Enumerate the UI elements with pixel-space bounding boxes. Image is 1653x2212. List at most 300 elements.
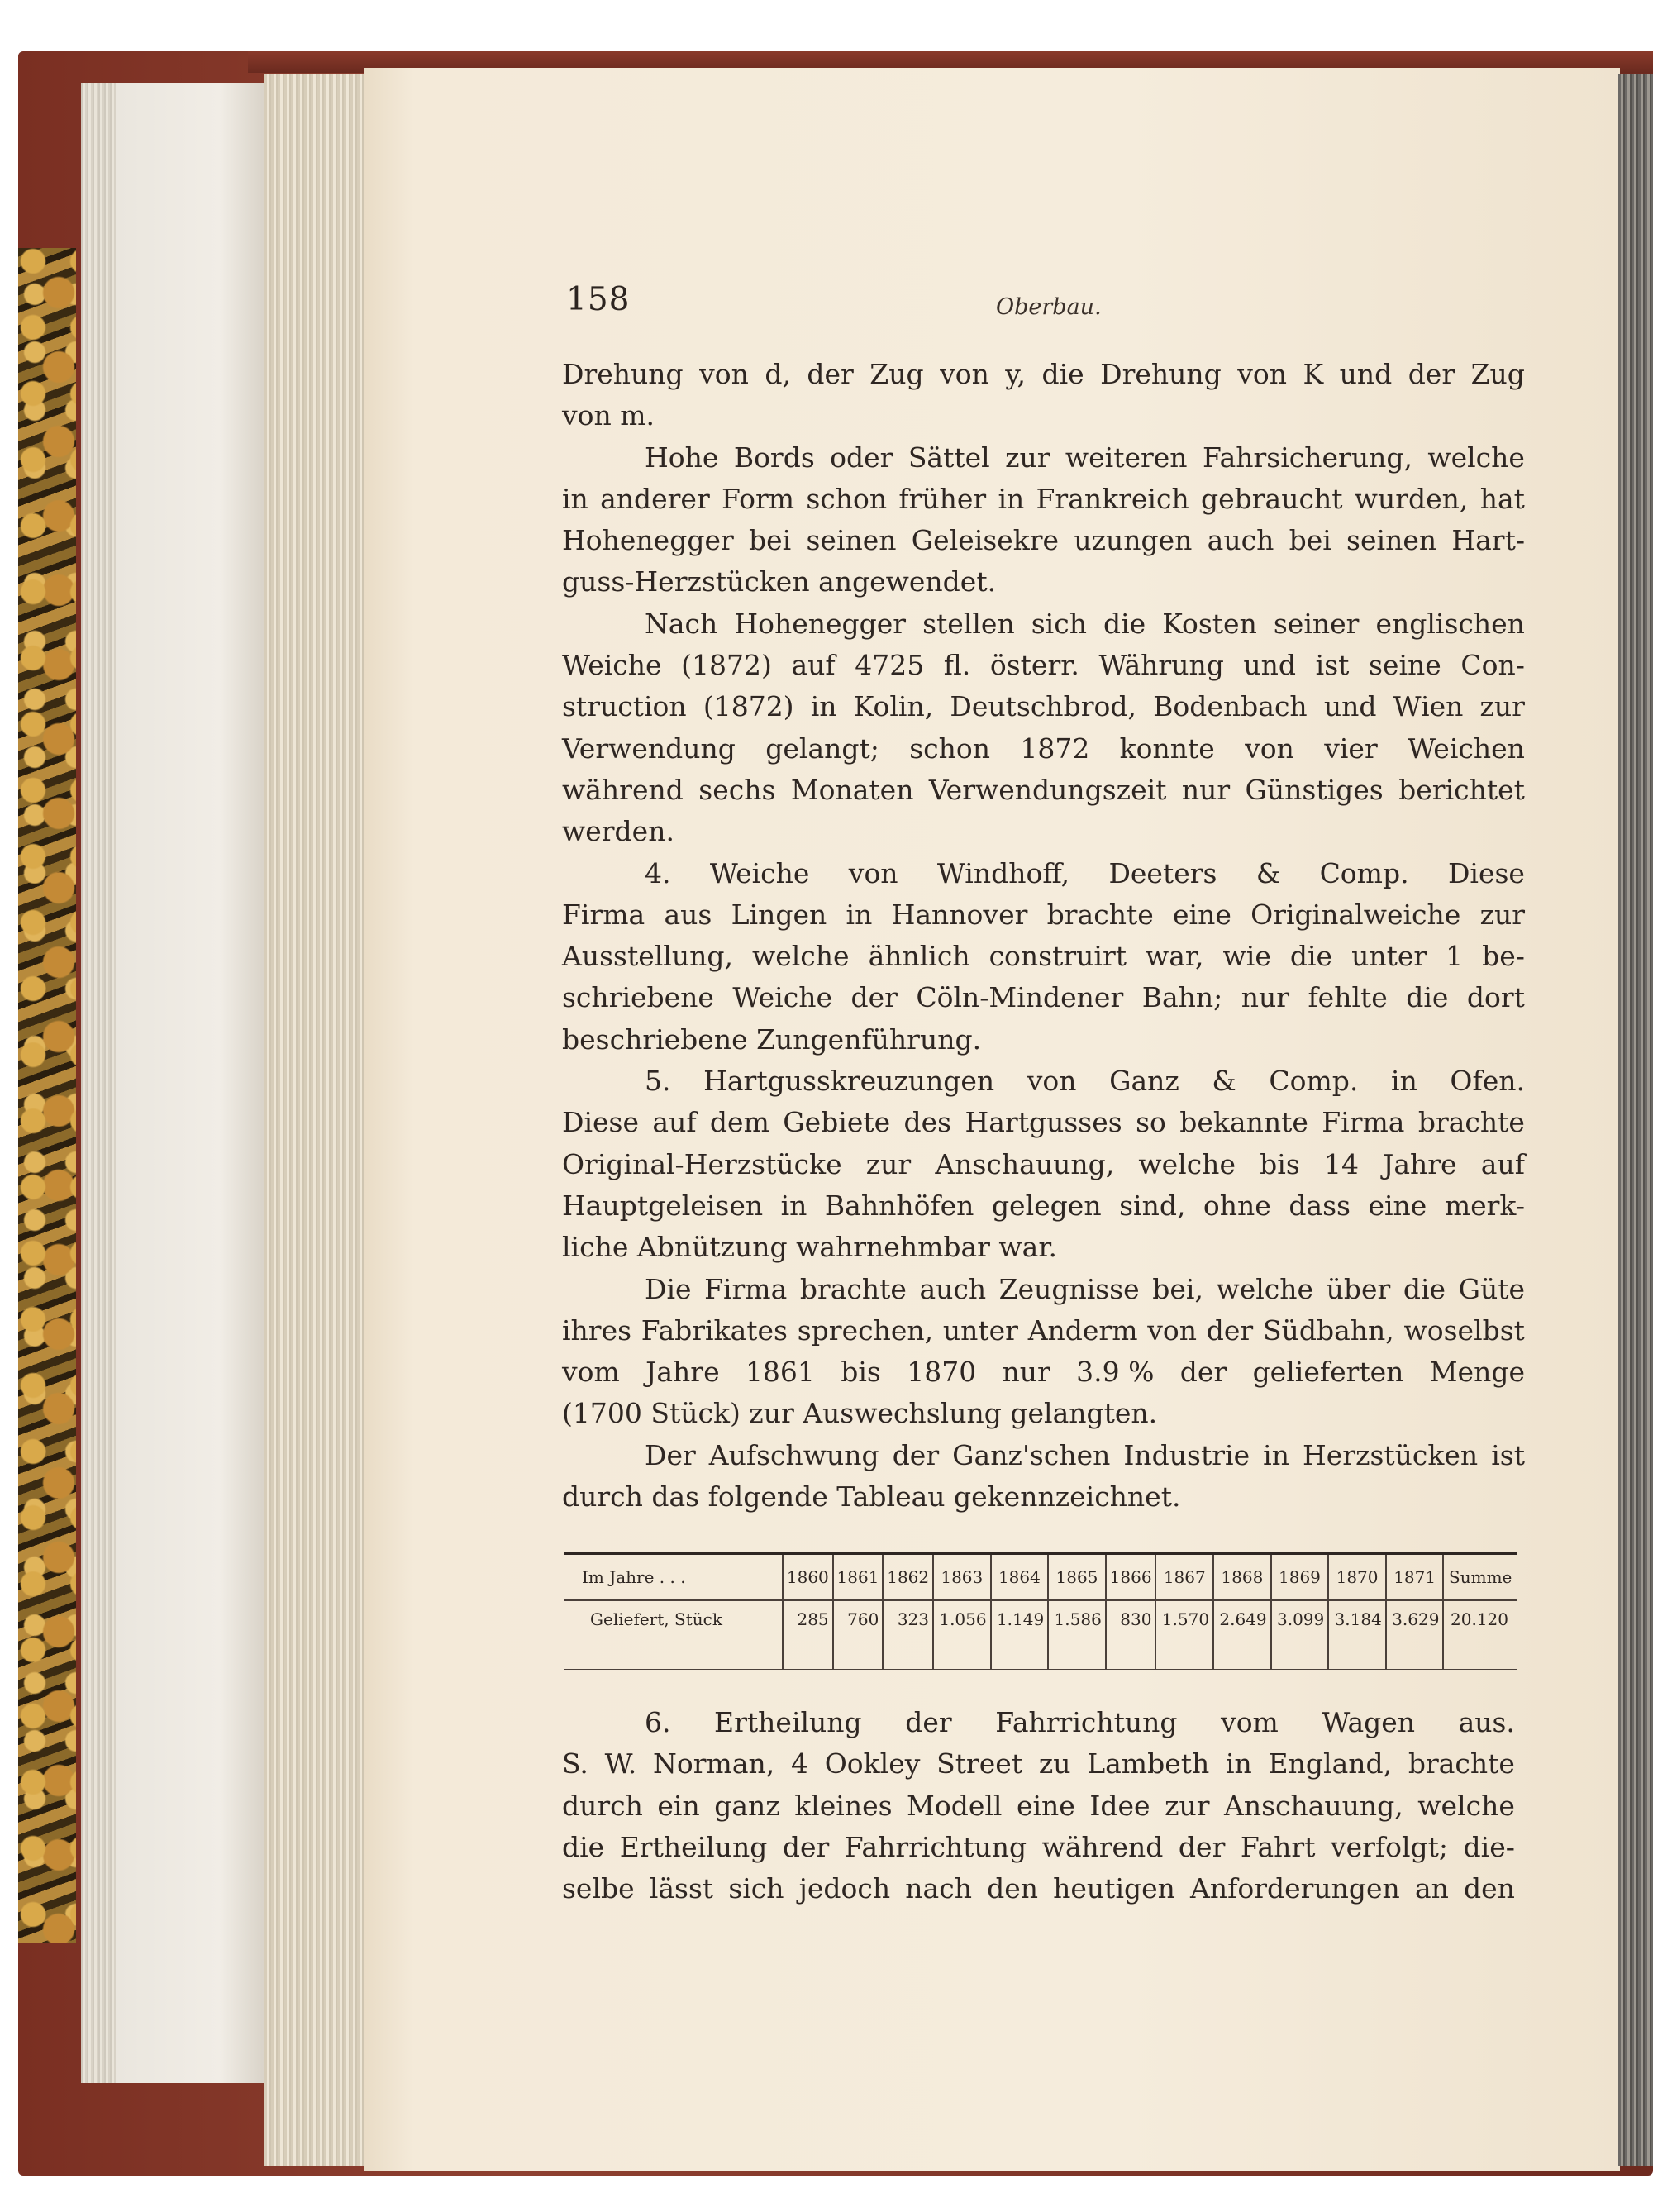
page-number: 158: [566, 281, 631, 318]
word: eine: [1016, 1789, 1075, 1822]
text-line: [562, 1061, 1525, 1102]
word: Jahre: [1383, 1147, 1457, 1180]
word: eine: [1173, 898, 1231, 931]
word: selbe: [562, 1872, 635, 1905]
word: auch: [1207, 524, 1274, 557]
word: die: [1289, 940, 1333, 973]
year-cell: 1861: [833, 1555, 884, 1600]
word: an: [1414, 1872, 1449, 1905]
word: in: [1391, 1065, 1417, 1098]
word: von: [1237, 358, 1288, 390]
word: wie: [1222, 940, 1271, 973]
word: dort: [1466, 981, 1525, 1014]
word: von: [699, 358, 749, 390]
word: auch: [919, 1272, 987, 1305]
year-cell: 1868: [1213, 1555, 1271, 1600]
sum-header-cell: Summe: [1443, 1555, 1517, 1600]
word: Aufschwung: [708, 1438, 879, 1471]
table-row-delivered: [564, 1600, 1517, 1669]
word: der: [1178, 1830, 1226, 1863]
value-cell: 323: [883, 1600, 933, 1669]
word: die: [1403, 1272, 1446, 1305]
table-row-label: Geliefert, Stück: [590, 1609, 722, 1629]
value-cell: 3.099: [1271, 1600, 1329, 1669]
word: Hartgusses: [965, 1106, 1122, 1139]
year-cell: 1870: [1328, 1555, 1386, 1600]
word: fehlte: [1308, 981, 1388, 1014]
word: ähnlich: [868, 940, 970, 973]
word: Monaten: [790, 773, 914, 806]
word: der: [1179, 1356, 1227, 1389]
word: y,: [1005, 358, 1027, 390]
word: aus: [664, 898, 712, 931]
word: Herzstücken: [1303, 1438, 1479, 1471]
word: Hartgusskreuzungen: [703, 1065, 995, 1098]
page-gutter: [264, 74, 364, 2166]
word: Weiche: [732, 981, 832, 1014]
word: in: [846, 898, 873, 931]
word: Norman,: [653, 1747, 775, 1781]
word: den: [1464, 1872, 1515, 1905]
word: bei: [1289, 524, 1331, 557]
word: Bahnhöfen: [824, 1189, 974, 1222]
word: bis: [1260, 1147, 1300, 1180]
word: fl.: [943, 649, 971, 682]
value-cell: 285: [783, 1600, 833, 1669]
text-line: werden.: [562, 815, 674, 848]
word: zur: [865, 1147, 912, 1180]
word: der: [807, 358, 854, 390]
table-row-label: Im Jahre . . .: [564, 1555, 783, 1600]
word: Idee: [1089, 1789, 1150, 1822]
year-cell: 1869: [1271, 1555, 1329, 1600]
word: Zug: [1470, 358, 1525, 390]
word: brachte: [1408, 1747, 1515, 1781]
word: Con-: [1460, 649, 1525, 682]
word: Anderm: [1027, 1313, 1138, 1347]
paragraph: [562, 1435, 1525, 1518]
word: Ganz: [1109, 1065, 1179, 1098]
word: war,: [1145, 940, 1204, 973]
word: Verwendungszeit: [928, 773, 1167, 806]
word: Form: [722, 482, 795, 515]
body-text-top: [562, 354, 1525, 1518]
word: Windhoff,: [936, 856, 1070, 889]
word: 1872: [1020, 732, 1090, 765]
value-cell: 1.586: [1048, 1600, 1106, 1669]
word: gelegen: [991, 1189, 1102, 1222]
word: heutigen: [1053, 1872, 1175, 1905]
word: Comp.: [1269, 1065, 1359, 1098]
paragraph: [562, 1269, 1525, 1435]
word: Ganz'schen: [952, 1438, 1111, 1471]
year-cell: 1865: [1048, 1555, 1106, 1600]
text-line: [562, 1785, 1515, 1827]
word: Hauptgeleisen: [562, 1189, 764, 1222]
text-line: [562, 977, 1525, 1018]
word: der: [892, 1438, 940, 1471]
paragraph: [562, 1061, 1525, 1268]
text-line: [562, 1269, 1525, 1310]
text-line: [562, 1827, 1515, 1868]
year-cell: 1866: [1106, 1555, 1156, 1600]
word: gelieferten: [1252, 1356, 1404, 1389]
word: Street: [936, 1747, 1023, 1781]
text-line: (1700 Stück) zur Auswechslung gelangten.: [562, 1397, 1158, 1430]
word: der: [905, 1706, 952, 1738]
word: Anschauung,: [1223, 1789, 1403, 1822]
word: über: [1326, 1272, 1391, 1305]
right-page-edge: [1618, 74, 1653, 2166]
word: oder: [830, 441, 893, 474]
text-line: [562, 1743, 1515, 1785]
year-cell: 1863: [933, 1555, 991, 1600]
word: Ausstellung,: [562, 940, 733, 973]
paragraph: [562, 1702, 1515, 1909]
word: 1: [1446, 940, 1464, 973]
word: welche: [1216, 1272, 1314, 1305]
text-line: [562, 1352, 1525, 1393]
table-row-years: [564, 1555, 1517, 1600]
text-line: [562, 437, 1525, 479]
word: jedoch: [798, 1872, 891, 1905]
word: vier: [1324, 732, 1378, 765]
word: von: [1027, 1065, 1077, 1098]
word: Jahre: [645, 1356, 720, 1389]
word: und: [1339, 358, 1393, 390]
word: der: [1408, 358, 1455, 390]
word: Firma: [562, 898, 645, 931]
word: Fahrsicherung,: [1202, 441, 1412, 474]
text-line: [562, 770, 1525, 811]
body-text-bottom: [562, 1702, 1515, 1909]
word: ein: [657, 1789, 700, 1822]
word: in: [810, 690, 837, 723]
word: 4725: [855, 649, 925, 682]
word: während: [1041, 1830, 1164, 1863]
word: welche: [1138, 1147, 1236, 1180]
word: Modell: [907, 1789, 1003, 1822]
text-line: [562, 853, 1525, 894]
word: von: [848, 856, 898, 889]
text-line: [562, 1310, 1525, 1352]
word: zur: [1165, 1789, 1210, 1822]
word: Kolin,: [853, 690, 934, 723]
text-line: [562, 520, 1525, 561]
word: Diese: [1447, 856, 1525, 889]
word: aus.: [1458, 1706, 1515, 1738]
word: Der: [645, 1438, 696, 1471]
word: Zeugnisse: [998, 1272, 1140, 1305]
text-line: durch das folgende Tableau gekennzeichnet.: [562, 1480, 1181, 1514]
word: zur: [1479, 898, 1525, 931]
word: nur: [1241, 981, 1289, 1014]
word: brachte: [1417, 1106, 1525, 1139]
word: welche: [751, 940, 850, 973]
word: Hohenegger: [562, 524, 734, 557]
word: Hohe: [645, 441, 719, 474]
year-cell: 1871: [1386, 1555, 1444, 1600]
text-line: [562, 1102, 1525, 1143]
word: zur: [1479, 690, 1525, 723]
word: der: [1206, 1313, 1254, 1347]
value-cell: 3.629: [1386, 1600, 1444, 1669]
word: 1870: [907, 1356, 977, 1389]
word: schriebene: [562, 981, 714, 1014]
word: stellen: [922, 607, 1015, 640]
word: schon: [909, 732, 990, 765]
word: die-: [1463, 1830, 1515, 1863]
word: Firma: [704, 1272, 788, 1305]
text-line: [562, 686, 1525, 727]
word: Deutschbrod,: [950, 690, 1136, 723]
word: Ofen.: [1450, 1065, 1525, 1098]
text-line: liche Abnützung wahrnehmbar war.: [562, 1231, 1057, 1264]
word: hat: [1479, 482, 1525, 515]
word: zur: [1005, 441, 1050, 474]
word: (1872): [681, 649, 772, 682]
word: dass: [1289, 1189, 1351, 1222]
word: in: [562, 482, 588, 515]
text-line: von m.: [562, 399, 655, 432]
delivery-table: [564, 1552, 1517, 1670]
text-line: [562, 936, 1525, 977]
word: Zug: [869, 358, 924, 390]
word: Bodenbach: [1153, 690, 1308, 723]
word: in: [780, 1189, 807, 1222]
word: ist: [1315, 649, 1350, 682]
word: Ookley: [824, 1747, 921, 1781]
word: gelangt;: [765, 732, 879, 765]
sum-value-cell: 20.120: [1443, 1600, 1517, 1669]
marbled-page-edge: [18, 248, 76, 1943]
text-line: [562, 354, 1525, 395]
word: Güte: [1458, 1272, 1525, 1305]
word: Weichen: [1408, 732, 1525, 765]
text-line: beschriebene Zungenführung.: [562, 1023, 982, 1056]
word: vom: [1221, 1706, 1279, 1738]
word: ganz: [714, 1789, 780, 1822]
word: Fahrrichtung: [995, 1706, 1178, 1738]
word: von: [940, 358, 989, 390]
word: eine: [1368, 1189, 1427, 1222]
word: so: [1136, 1106, 1166, 1139]
word: merk-: [1444, 1189, 1525, 1222]
word: ist: [1491, 1438, 1525, 1471]
word: von: [1245, 732, 1294, 765]
word: 1861: [745, 1356, 815, 1389]
word: seinen: [806, 524, 897, 557]
value-cell: 1.149: [991, 1600, 1049, 1669]
word: Ertheilung: [714, 1706, 862, 1738]
word: verfolgt;: [1330, 1830, 1449, 1863]
word: Geleisekre: [911, 524, 1060, 557]
word: sind,: [1119, 1189, 1186, 1222]
word: die: [562, 1830, 605, 1863]
word: in: [1263, 1438, 1289, 1471]
word: Günstiges: [1245, 773, 1384, 806]
word: Bords: [733, 441, 815, 474]
word: Lambeth: [1087, 1747, 1210, 1781]
word: construirt: [988, 940, 1127, 973]
word: Verwendung: [562, 732, 736, 765]
word: Hart-: [1451, 524, 1525, 557]
word: gebraucht: [1201, 482, 1343, 515]
text-line: [562, 894, 1525, 936]
word: 6.: [645, 1706, 671, 1738]
year-cell: 1867: [1155, 1555, 1213, 1600]
word: Firma: [1322, 1106, 1405, 1139]
word: nur: [1002, 1356, 1050, 1389]
text-line: [562, 1868, 1515, 1909]
word: Kosten: [1162, 607, 1257, 640]
word: die: [1103, 607, 1146, 640]
year-cell: 1860: [783, 1555, 833, 1600]
word: Fahrt: [1240, 1830, 1316, 1863]
word: unter: [1351, 940, 1427, 973]
text-line: [562, 603, 1525, 645]
word: seinen: [1346, 524, 1437, 557]
word: Gebiete: [783, 1106, 891, 1139]
word: Original-Herzstücke: [562, 1147, 842, 1180]
word: bei: [749, 524, 792, 557]
value-cell: 2.649: [1213, 1600, 1271, 1669]
word: Anschauung,: [935, 1147, 1115, 1180]
word: Sättel: [907, 441, 990, 474]
word: Wien: [1393, 690, 1464, 723]
word: Weiche: [709, 856, 810, 889]
word: Deeters: [1108, 856, 1217, 889]
word: kleines: [794, 1789, 893, 1822]
word: auf: [791, 649, 836, 682]
word: &: [1255, 856, 1281, 889]
paragraph: [562, 853, 1525, 1061]
word: 4: [791, 1747, 808, 1781]
word: in: [998, 482, 1025, 515]
running-head: Oberbau.: [996, 294, 1102, 320]
word: Hannover: [891, 898, 1028, 931]
word: Fabrikates: [641, 1313, 788, 1347]
word: Drehung: [562, 358, 684, 390]
word: und: [1323, 690, 1377, 723]
word: österr.: [989, 649, 1079, 682]
word: seine: [1368, 649, 1441, 682]
word: während: [562, 773, 684, 806]
word: der: [782, 1830, 830, 1863]
word: bei,: [1152, 1272, 1203, 1305]
word: sich: [1031, 607, 1087, 640]
word: Frankreich: [1036, 482, 1189, 515]
word: be-: [1482, 940, 1525, 973]
word: englischen: [1375, 607, 1525, 640]
word: woselbst: [1403, 1313, 1525, 1347]
word: auf: [1480, 1147, 1525, 1180]
word: welche: [1417, 1789, 1515, 1822]
word: brachte: [799, 1272, 907, 1305]
value-cell: 760: [833, 1600, 884, 1669]
word: wurden,: [1354, 482, 1469, 515]
word: nur: [1181, 773, 1231, 806]
text-line: [562, 1435, 1525, 1476]
word: ihres: [562, 1313, 632, 1347]
text-line: [562, 1185, 1525, 1227]
word: Cöln-Mindener: [916, 981, 1124, 1014]
value-cell: 3.184: [1328, 1600, 1386, 1669]
text-line: [562, 1144, 1525, 1185]
word: S.: [562, 1747, 588, 1781]
word: 5.: [645, 1065, 671, 1098]
word: Südbahn,: [1262, 1313, 1394, 1347]
word: 4.: [645, 856, 671, 889]
word: nach: [905, 1872, 972, 1905]
word: welche: [1427, 441, 1525, 474]
word: bis: [841, 1356, 881, 1389]
word: berichtet: [1398, 773, 1525, 806]
word: uzungen: [1074, 524, 1193, 557]
word: die: [1041, 358, 1084, 390]
word: Lingen: [731, 898, 827, 931]
word: früher: [898, 482, 987, 515]
year-cell: 1864: [991, 1555, 1049, 1600]
word: brachte: [1046, 898, 1154, 931]
word: der: [850, 981, 898, 1014]
word: (1872): [703, 690, 794, 723]
text-line: [562, 1702, 1515, 1743]
value-cell: 1.056: [933, 1600, 991, 1669]
word: &: [1212, 1065, 1236, 1098]
text-line: [562, 728, 1525, 770]
word: Die: [645, 1272, 692, 1305]
word: dem: [709, 1106, 769, 1139]
text-line: [562, 645, 1525, 686]
word: Comp.: [1319, 856, 1409, 889]
word: lässt: [649, 1872, 714, 1905]
value-cell: 830: [1106, 1600, 1156, 1669]
word: von: [1147, 1313, 1198, 1347]
word: Weiche: [562, 649, 662, 682]
word: K: [1303, 358, 1324, 390]
word: auf: [652, 1106, 697, 1139]
word: vom: [562, 1356, 620, 1389]
word: ohne: [1203, 1189, 1271, 1222]
word: Industrie: [1123, 1438, 1250, 1471]
word: die: [1406, 981, 1449, 1014]
word: Originalweiche: [1250, 898, 1461, 931]
word: Anforderungen: [1190, 1872, 1400, 1905]
word: den: [987, 1872, 1039, 1905]
word: des: [903, 1106, 952, 1139]
word: Wagen: [1322, 1706, 1416, 1738]
word: sich: [728, 1872, 784, 1905]
text-line: [562, 479, 1525, 520]
word: Drehung: [1100, 358, 1222, 390]
word: in: [1226, 1747, 1252, 1781]
page-header: [566, 281, 1533, 331]
text-line: guss-Herzstücken angewendet.: [562, 565, 997, 598]
word: d,: [765, 358, 791, 390]
word: sprechen,: [797, 1313, 934, 1347]
value-cell: 1.570: [1155, 1600, 1213, 1669]
word: Bahn;: [1141, 981, 1223, 1014]
word: Diese: [562, 1106, 640, 1139]
word: W.: [604, 1747, 637, 1781]
left-page: [116, 83, 264, 2083]
word: 14: [1323, 1147, 1359, 1180]
word: seiner: [1273, 607, 1360, 640]
word: bekannte: [1179, 1106, 1308, 1139]
word: weiteren: [1065, 441, 1188, 474]
word: England,: [1268, 1747, 1393, 1781]
